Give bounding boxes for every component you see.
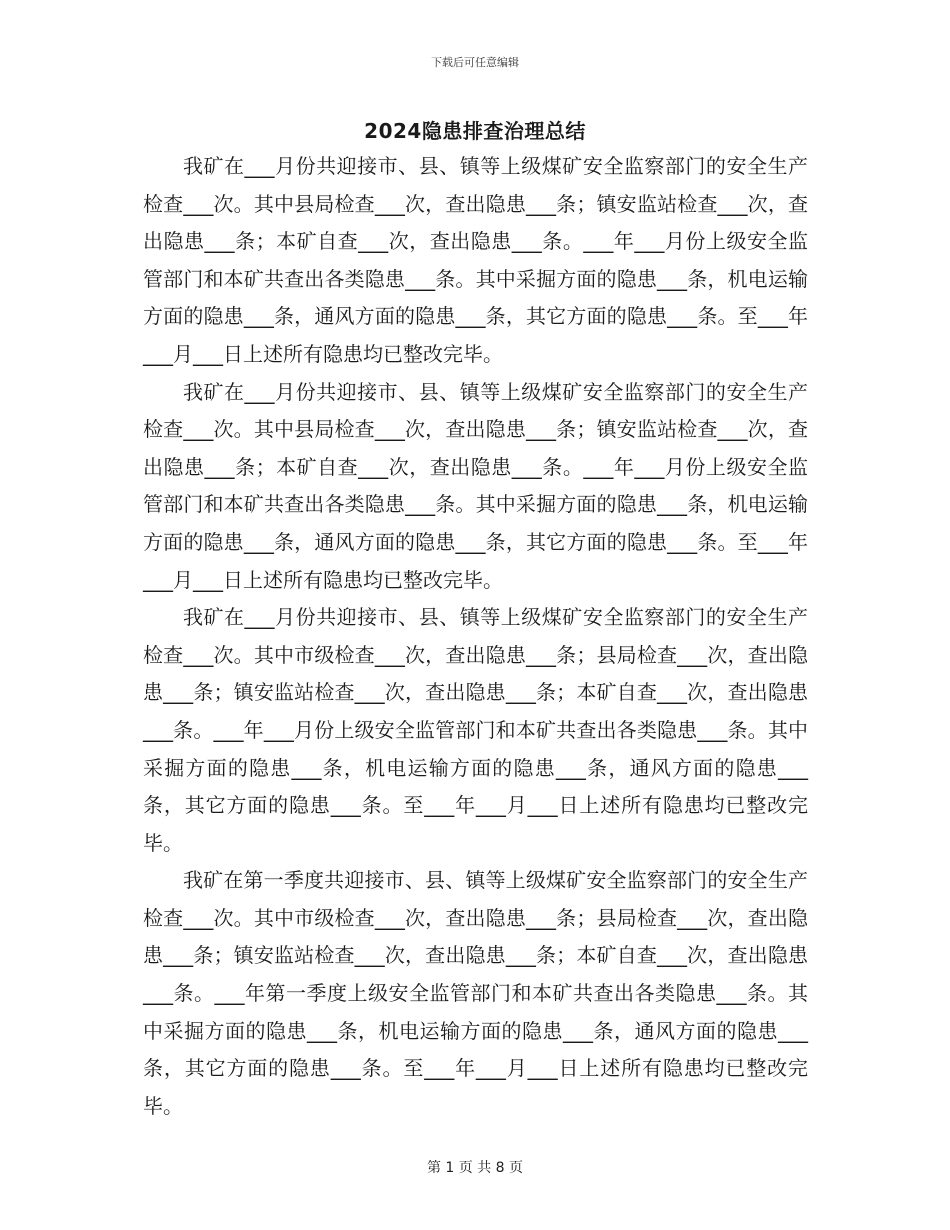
paragraph-3: 我矿在___月份共迎接市、县、镇等上级煤矿安全监察部门的安全生产检查___次。其中市级检查___次，查出隐患___条；县局检查___次，查出隐患___条；镇安监站检查___次，查出隐患___条；本矿自查___次，查出隐患___条。___年___月份上级安全监管部门和本矿共查出各类隐患___条。其中采掘方面的隐患___条，机电运输方面的隐患___条，通风方面的隐患___条，其它方面的隐患___条。至___年___月___日上述所有隐患均已整改完毕。 bbox=[143, 605, 808, 855]
document-body bbox=[143, 148, 808, 1125]
download-note: 下载后可任意编辑 bbox=[431, 56, 519, 69]
page-number: 第 1 页 共 8 页 bbox=[426, 1160, 524, 1176]
paragraph-1: 我矿在___月份共迎接市、县、镇等上级煤矿安全监察部门的安全生产检查___次。其中县局检查___次，查出隐患___条；镇安监站检查___次，查出隐患___条；本矿自查___次，查出隐患___条。___年___月份上级安全监管部门和本矿共查出各类隐患___条。其中采掘方面的隐患___条，机电运输方面的隐患___条，通风方面的隐患___条，其它方面的隐患___条。至___年___月___日上述所有隐患均已整改完毕。 bbox=[143, 154, 808, 366]
paragraph-4: 我矿在第一季度共迎接市、县、镇等上级煤矿安全监察部门的安全生产检查___次。其中市级检查___次，查出隐患___条；县局检查___次，查出隐患___条；镇安监站检查___次，查出隐患___条；本矿自查___次，查出隐患___条。___年第一季度上级安全监管部门和本矿共查出各类隐患___条。其中采掘方面的隐患___条，机电运输方面的隐患___条，通风方面的隐患___条，其它方面的隐患___条。至___年___月___日上述所有隐患均已整改完毕。 bbox=[143, 868, 808, 1118]
paragraph-2: 我矿在___月份共迎接市、县、镇等上级煤矿安全监察部门的安全生产检查___次。其中县局检查___次，查出隐患___条；镇安监站检查___次，查出隐患___条；本矿自查___次，查出隐患___条。___年___月份上级安全监管部门和本矿共查出各类隐患___条。其中采掘方面的隐患___条，机电运输方面的隐患___条，通风方面的隐患___条，其它方面的隐患___条。至___年___月___日上述所有隐患均已整改完毕。 bbox=[143, 379, 808, 592]
document-title: 2024隐患排查治理总结 bbox=[364, 119, 586, 143]
